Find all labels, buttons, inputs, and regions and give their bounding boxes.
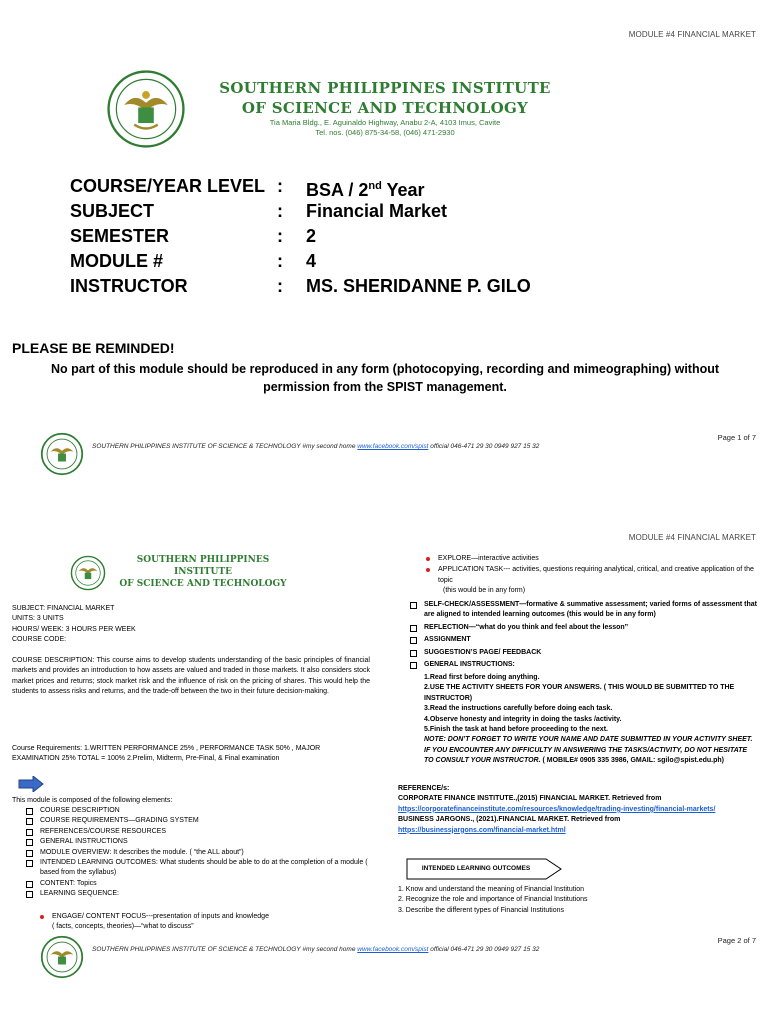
list-item: 3. Describe the different types of Financial Institutions (398, 906, 565, 914)
note-line: NOTE: DON’T FORGET TO WRITE YOUR NAME AND DATE SUBMITTED IN YOUR ACTIVITY SHEET. (424, 736, 753, 744)
info-row-subject (70, 199, 630, 224)
info-value: MS. SHERIDANNE P. GILO (306, 276, 531, 296)
course-description: COURSE DESCRIPTION: This course aims to develop students understanding of the basic principles of financial markets and provides an introduction to how assets are valued and traded in those markets. It also considers stock market prices and returns; stock market risk and the influence of risk on the pricing of shares. This would help the students to assess risks and returns, and the trade-off between the two in their future decision-making. (12, 657, 370, 696)
footer-seal-logo (40, 935, 84, 979)
info-label: MODULE # (70, 251, 164, 271)
list-item: CONTENT: Topics (26, 879, 372, 889)
reference-link[interactable]: https://businessjargons.com/financial-market.html (398, 826, 566, 834)
institution-tel: Tel. nos. (046) 875-34-58, (046) 471-2930 (315, 128, 455, 137)
info-row-instructor (70, 274, 630, 299)
info-label: INSTRUCTOR (70, 276, 188, 296)
list-item: COURSE DESCRIPTION (26, 806, 372, 816)
ilo-title: INTENDED LEARNING OUTCOMES (421, 865, 531, 872)
arrow-right-icon (18, 776, 44, 792)
page-number: Page 2 of 7 (717, 936, 756, 945)
list-item: GENERAL INSTRUCTIONS (26, 837, 372, 847)
info-value: Financial Market (306, 201, 448, 221)
info-colon: : (277, 201, 283, 221)
info-value: 4 (306, 251, 317, 271)
footer-text: SOUTHERN PHILIPPINES INSTITUTE OF SCIENCE & TECHNOLOGY #my second home www.facebook.com/spist official 046-471 29 30 0949 927 15 32 (92, 443, 540, 450)
course-requirements: Course Requirements: 1.WRITTEN PERFORMANCE 25% , PERFORMANCE TASK 50% , MAJOR EXAMINATION 25% TOTAL = 100% 2.Prelim, Midterm, Pre-Final, & Final examination (12, 745, 321, 763)
list-item: COURSE REQUIREMENTS—GRADING SYSTEM (26, 816, 372, 826)
info-label: SEMESTER (70, 226, 170, 246)
list-item: REFLECTION—“what do you think and feel about the lesson” (410, 623, 758, 633)
elements-list-cont (410, 600, 758, 670)
info-colon: : (277, 251, 283, 271)
course-info-block (12, 604, 370, 646)
institution-name-line1: SOUTHERN PHILIPPINES INSTITUTE (219, 79, 551, 97)
list-item: GENERAL INSTRUCTIONS: (410, 660, 758, 670)
instructions-block: 1.Read first before doing anything. 2.USE THE ACTIVITY SHEETS FOR YOUR ANSWERS. ( THIS WOULD BE SUBMITTED TO THE INSTRUCTOR) 3.Read the instructions carefully before doing each task. 4.Observe honesty and integrity in doing the tasks /activity. 5.Finish the task at hand before proceeding to the next. NOTE: DON’T FORGET TO WRITE YOUR NAME AND DATE SUBMITTED IN YOUR ACTIVITY SHEET. IF YOU ENCOUNTER ANY DIFFICULTY IN ANSWERING THE TASKS/ACTIVITY, DO NOT HESITATE TO CONSULT YOUR INSTRUCTOR. ( MOBILE# 0905 335 3986, GMAIL: sgilo@spist.edu.ph) (424, 673, 754, 767)
institution-name-small: SOUTHERN PHILIPPINES INSTITUTE OF SCIENCE AND TECHNOLOGY (119, 555, 287, 589)
reminder-title: PLEASE BE REMINDED! (12, 340, 175, 356)
info-value: BSA / 2nd Year (306, 180, 425, 200)
outcomes-list (398, 885, 758, 916)
info-label: COURSE/YEAR LEVEL (70, 176, 266, 196)
list-item: MODULE OVERVIEW: It describes the module. ( “the ALL about”) (26, 848, 372, 858)
list-item: ASSIGNMENT (410, 635, 758, 645)
footer-facebook-link[interactable]: www.facebook.com/spist (357, 443, 429, 450)
info-colon: : (277, 276, 283, 296)
list-item: LEARNING SEQUENCE: (26, 889, 372, 899)
reference-link[interactable]: https://corporatefinanceinstitute.com/resources/knowledge/trading-investing/financial-markets/ (398, 805, 716, 813)
spist-seal-logo (107, 70, 185, 148)
footer-seal-logo (40, 432, 84, 476)
list-item: SELF-CHECK/ASSESSMENT—formative & summative assessment; varied forms of assessment that are aligned to intended learning outcomes (this would be in any form) (410, 600, 758, 621)
subject-line: SUBJECT: FINANCIAL MARKET (12, 605, 115, 612)
list-item: INTENDED LEARNING OUTCOMES: What students should be able to do at the completion of a module ( based from the syllabus) (26, 858, 372, 879)
info-value: 2 (306, 226, 317, 246)
note-line: IF YOU ENCOUNTER ANY DIFFICULTY IN ANSWERING THE TASKS/ACTIVITY, DO NOT HESITATE TO CONSULT YOUR INSTRUCTOR. ( MOBILE# 0905 335 3986, GMAIL: sgilo@spist.edu.ph) (424, 746, 748, 765)
list-item: 1. Know and understand the meaning of Financial Institution (398, 886, 585, 893)
list-item: 2. Recognize the role and importance of Financial Institutions (398, 896, 588, 904)
ilo-arrow-box (406, 858, 562, 880)
reminder-text: No part of this module should be reproduced in any form (photocopying, recording and mimeographing) without permission from the SPIST management. (50, 362, 720, 394)
footer-text: SOUTHERN PHILIPPINES INSTITUTE OF SCIENCE & TECHNOLOGY #my second home www.facebook.com/spist official 046-471 29 30 0949 927 15 32 (92, 946, 540, 953)
elements-list (26, 806, 372, 900)
info-row-module (70, 249, 630, 274)
hours-line: HOURS/ WEEK: 3 HOURS PER WEEK (12, 625, 136, 633)
units-line: UNITS: 3 UNITS (12, 615, 64, 623)
list-item: SUGGESTION’S PAGE/ FEEDBACK (410, 648, 758, 658)
engage-item: ENGAGE/ CONTENT FOCUS---presentation of inputs and knowledge ( facts, concepts, theories)—“what to discuss” (38, 912, 368, 933)
spist-seal-logo (70, 555, 106, 591)
footer-facebook-link[interactable]: www.facebook.com/spist (357, 946, 429, 953)
institution-address: Tia Maria Bldg., E. Aguinaldo Highway, Anabu 2-A, 4103 Imus, Cavite (269, 118, 501, 127)
info-row-semester (70, 224, 630, 249)
composed-intro: This module is composed of the following elements: (12, 797, 173, 804)
references-title: REFERENCE/s: (398, 785, 450, 792)
module-header-label: MODULE #4 FINANCIAL MARKET (628, 533, 756, 542)
institution-name-line2: OF SCIENCE AND TECHNOLOGY (241, 99, 529, 117)
list-item: REFERENCES/COURSE RESOURCES (26, 827, 372, 837)
info-label: SUBJECT (70, 201, 155, 221)
info-colon: : (277, 226, 283, 246)
info-row-course (70, 174, 630, 199)
course-code-line: COURSE CODE: (12, 636, 67, 644)
learning-sequence-cont: EXPLORE—interactive activities APPLICATION TASK--- activities, questions requiring analytical, critical, and creative application of the topic (this would be in any form) (424, 554, 754, 597)
page-number: Page 1 of 7 (717, 433, 756, 442)
references-block: REFERENCE/s: CORPORATE FINANCE INSTITUTE.,(2015) FINANCIAL MARKET. Retrieved from https://corporatefinanceinstitute.com/resources/knowledge/trading-investing/financial-markets/ BUSINESS JARGONS., (2021).FINANCIAL MARKET. Retrieved from https://businessjargons.com/financial-market.html (398, 784, 758, 836)
info-colon: : (277, 176, 283, 196)
module-header-label: MODULE #4 FINANCIAL MARKET (628, 30, 756, 39)
